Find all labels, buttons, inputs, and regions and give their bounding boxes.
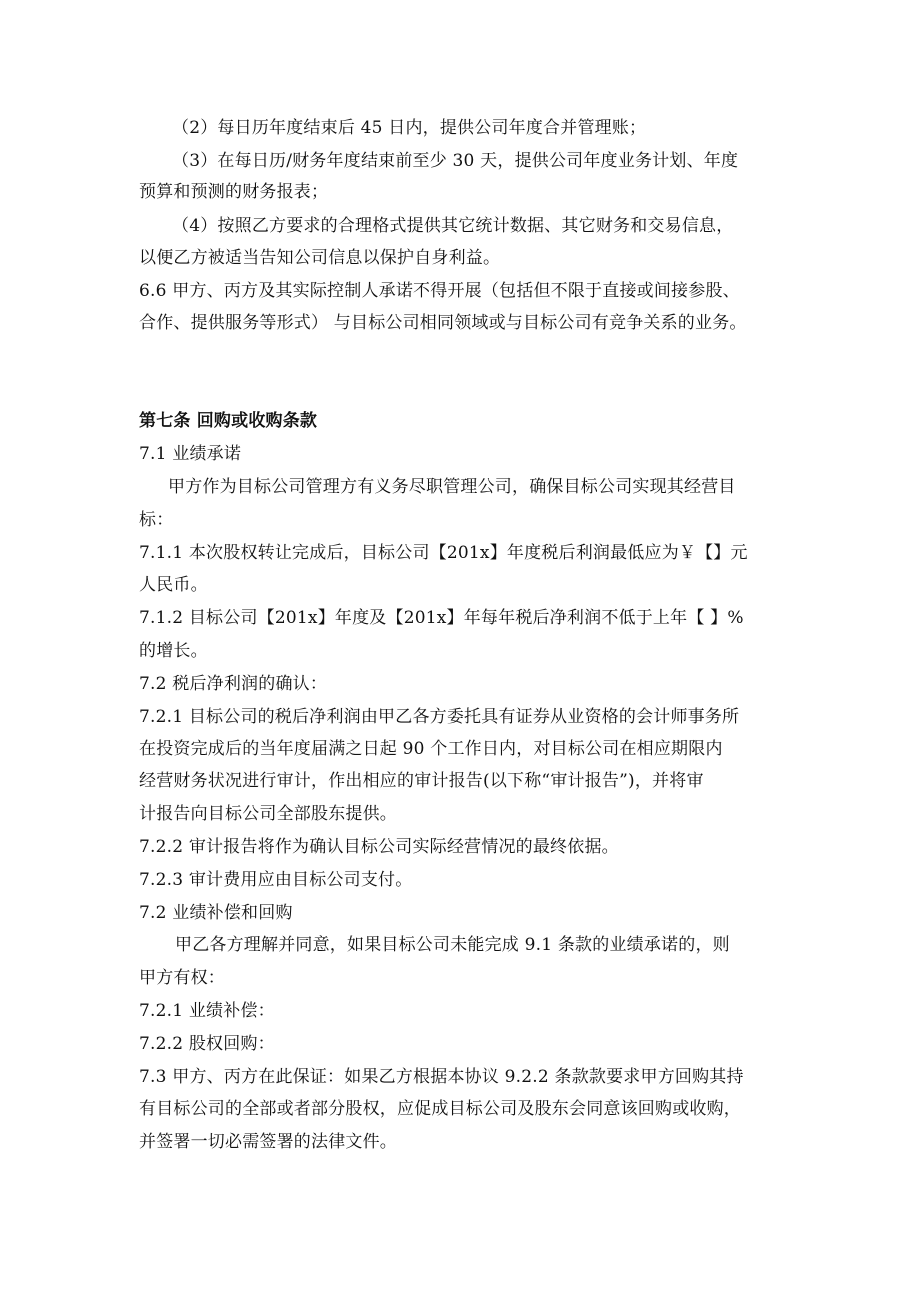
clause-7-1-1-line-1: 7.1.1 本次股权转让完成后，目标公司【201x】年度税后利润最低应为￥【】元 xyxy=(139,543,748,563)
clause-7-1-2-line-2: 的增长。 xyxy=(139,641,208,661)
section-7-2-title: 7.2 税后净利润的确认： xyxy=(139,674,328,694)
paragraph-line-item-3: （3）在每日历/财务年度结束前至少 30 天，提供公司年度业务计划、年度 xyxy=(172,151,739,171)
clause-7-2-2: 7.2.2 审计报告将作为确认目标公司实际经营情况的最终依据。 xyxy=(139,837,619,857)
section-7-1-title: 7.1 业绩承诺 xyxy=(139,444,242,464)
clause-7-1-2-line-1: 7.1.2 目标公司【201x】年度及【201x】年每年税后净利润不低于上年【 】% xyxy=(139,608,744,628)
clause-7-2-1-compensation: 7.2.1 业绩补偿： xyxy=(139,1001,275,1021)
clause-7-3-line-2: 有目标公司的全部或者部分股权，应促成目标公司及股东会同意该回购或收购， xyxy=(139,1099,741,1119)
section-7-2-body-line-2: 甲方有权： xyxy=(139,968,225,988)
clause-6-6-line-2: 合作、提供服务等形式） 与目标公司相同领域或与目标公司有竞争关系的业务。 xyxy=(139,313,747,333)
paragraph-line-item-4-cont: 以便乙方被适当告知公司信息以保护自身利益。 xyxy=(139,248,501,268)
paragraph-line-item-4: （4）按照乙方要求的合理格式提供其它统计数据、其它财务和交易信息， xyxy=(172,216,734,236)
paragraph-line-item-3-cont: 预算和预测的财务报表； xyxy=(139,182,329,202)
section-7-1-body-line-1: 甲方作为目标公司管理方有义务尽职管理公司，确保目标公司实现其经营目 xyxy=(168,477,736,497)
clause-7-3-line-1: 7.3 甲方、丙方在此保证：如果乙方根据本协议 9.2.2 条款款要求甲方回购其持 xyxy=(139,1067,744,1087)
clause-7-2-1-line-4: 计报告向目标公司全部股东提供。 xyxy=(139,804,397,824)
clause-7-2-1-line-1: 7.2.1 目标公司的税后净利润由甲乙各方委托具有证券从业资格的会计师事务所 xyxy=(139,707,740,727)
section-7-1-body-line-2: 标： xyxy=(139,510,174,530)
paragraph-line-item-2: （2）每日历年度结束后 45 日内，提供公司年度合并管理账； xyxy=(172,118,647,138)
section-7-2-compensation-title: 7.2 业绩补偿和回购 xyxy=(139,903,293,923)
clause-7-3-line-3: 并签署一切必需签署的法律文件。 xyxy=(139,1132,397,1152)
section-7-2-body-line-1: 甲乙各方理解并同意，如果目标公司未能完成 9.1 条款的业绩承诺的，则 xyxy=(175,935,730,955)
clause-7-2-1-line-3: 经营财务状况进行审计，作出相应的审计报告(以下称“审计报告”)，并将审 xyxy=(139,771,704,791)
article-7-heading: 第七条 回购或收购条款 xyxy=(139,411,318,431)
clause-7-2-3: 7.2.3 审计费用应由目标公司支付。 xyxy=(139,870,413,890)
clause-7-2-2-repurchase: 7.2.2 股权回购： xyxy=(139,1034,275,1054)
clause-7-2-1-line-2: 在投资完成后的当年度届满之日起 90 个工作日内，对目标公司在相应期限内 xyxy=(139,739,723,759)
clause-7-1-1-line-2: 人民币。 xyxy=(139,575,208,595)
clause-6-6-line-1: 6.6 甲方、丙方及其实际控制人承诺不得开展（包括但不限于直接或间接参股、 xyxy=(139,281,740,301)
